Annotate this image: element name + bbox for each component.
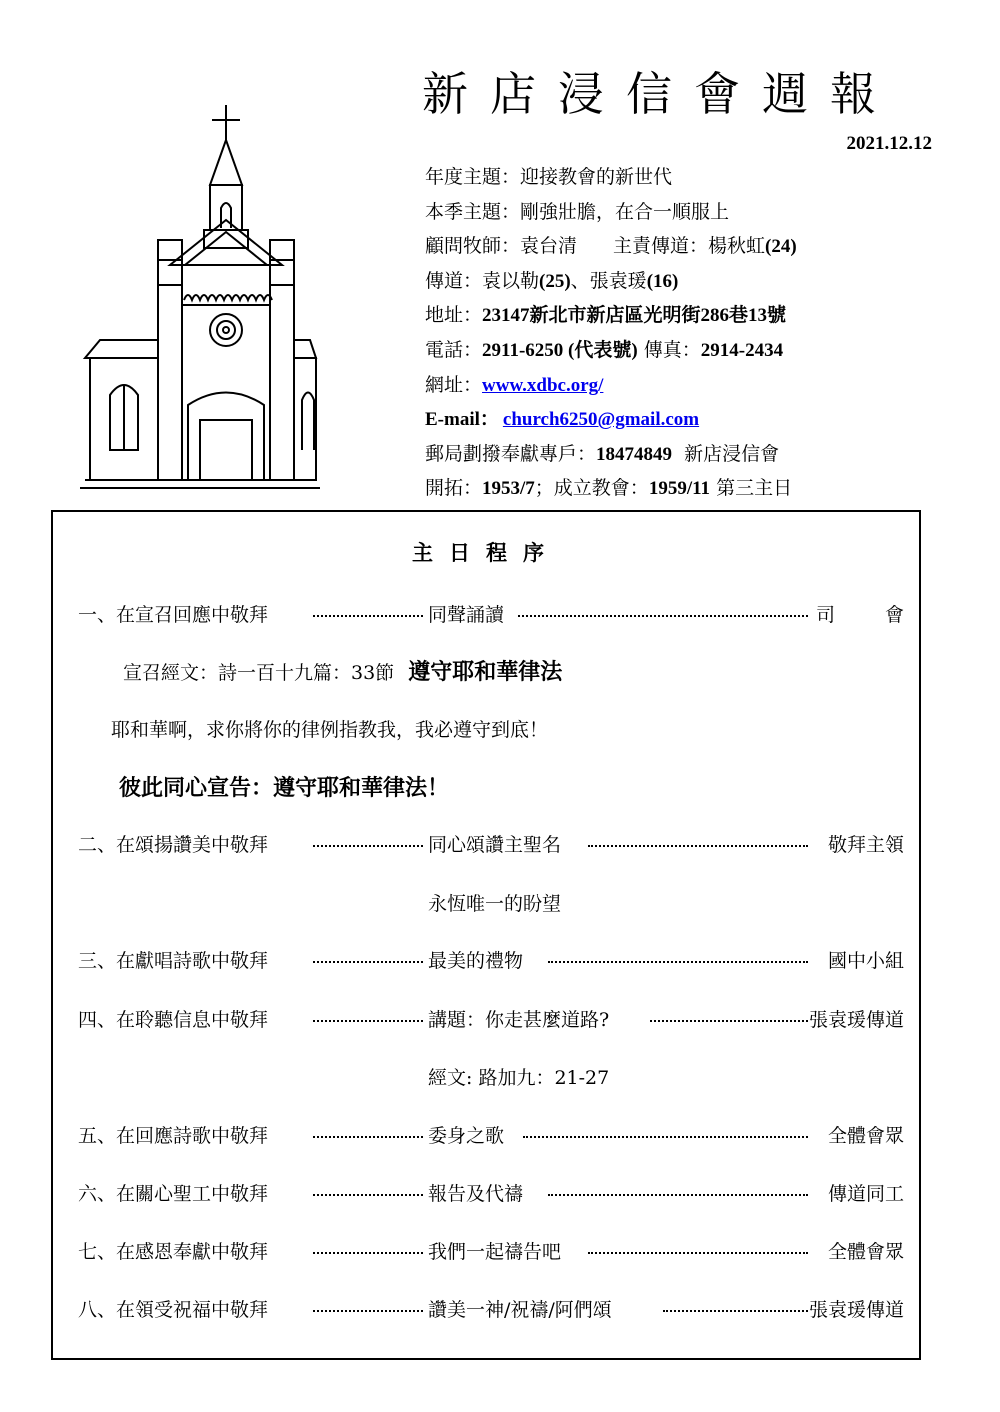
service-content: 委身之歌 [428,1125,505,1147]
service-content: 報告及代禱 [428,1183,524,1205]
postal-line [425,437,985,472]
dot-leader [548,961,808,963]
call-scripture: 宣召經文：詩一百十九篇：33節 [123,662,395,684]
service-part: 三、在獻唱詩歌中敬拜 [78,950,269,972]
lead-label: 主責傳道：楊秋虹 [613,235,766,258]
service-item [78,830,904,860]
service-content: 同心頌讚主聖名 [428,834,562,856]
service-item [78,946,904,976]
service-content: 講題：你走甚麼道路? [428,1009,610,1031]
email-line [425,402,985,437]
dot-leader [650,1020,808,1022]
established-date: 1959/11 [648,478,711,500]
service-content: 我們一起禱告吧 [428,1241,562,1263]
preachers-line [425,264,985,299]
call-theme: 遵守耶和華律法 [408,659,563,685]
service-part: 二、在頌揚讚美中敬拜 [78,834,269,856]
dot-leader [313,1252,423,1254]
preachers-a-num: (25) [539,270,571,292]
season-theme: 本季主題：剛強壯膽，在合一順服上 [425,200,730,223]
founding-line [425,471,985,506]
founding-label: 開拓： [425,477,483,500]
postal-number: 18474849 [596,443,673,465]
service-leader: 全體會眾 [827,1125,904,1147]
dot-leader [588,845,808,847]
declaration: 彼此同心宣告：遵守耶和華律法！ [119,775,450,801]
fax-value: 2914-2434 [700,339,784,361]
service-item [78,1179,904,1209]
service-part: 四、在聆聽信息中敬拜 [78,1009,269,1031]
email-link[interactable]: church6250@gmail.com [502,409,700,431]
dot-leader [663,1310,808,1312]
fax-label: 傳真： [643,338,701,361]
dot-leader [313,1136,423,1138]
service-item [78,600,954,630]
dot-leader [313,961,423,963]
extra-song: 永恆唯一的盼望 [428,893,562,915]
service-leader: 敬拜主領 [827,834,904,856]
service-leader: 司會 [815,604,954,626]
service-part: 五、在回應詩歌中敬拜 [78,1125,269,1147]
address-line [425,298,985,333]
established-label: ；成立教會： [534,477,649,500]
dot-leader [548,1194,808,1196]
service-item [78,1237,904,1267]
phone-value: 2911-6250 (代表號) [482,339,638,361]
service-leader: 張袁瑗傳道 [808,1299,904,1321]
service-content: 讚美一神/祝禱/阿們頌 [428,1299,612,1321]
service-item [78,1121,904,1151]
service-content: 同聲誦讀 [428,604,505,626]
dot-leader [523,1136,808,1138]
service-leader: 張袁瑗傳道 [808,1009,904,1031]
service-leader: 傳道同工 [827,1183,904,1205]
service-part: 七、在感恩奉獻中敬拜 [78,1241,269,1263]
dot-leader [518,615,808,617]
service-leader: 全體會眾 [827,1241,904,1263]
year-theme: 年度主題：迎接教會的新世代 [425,166,673,188]
address-value: 23147新北市新店區光明街286巷13號 [482,305,787,327]
preachers-b: 、張袁瑗 [570,269,647,292]
order-title: 主日程序 [412,540,560,565]
sermon-scripture: 經文: 路加九：21-27 [428,1067,610,1089]
call-verse: 耶和華啊，求你將你的律例指教我，我必遵守到底！ [111,719,549,741]
website-label: 網址： [425,373,483,396]
phone-line [425,333,985,368]
church-info [425,160,985,506]
dot-leader [313,615,423,617]
pastor-line [425,229,985,264]
service-part: 一、在宣召回應中敬拜 [78,604,269,626]
dot-leader [313,1310,423,1312]
dot-leader [313,1194,423,1196]
service-content: 最美的禮物 [428,950,524,972]
pastor-label: 顧問牧師：袁台清 [425,235,578,258]
website-link[interactable]: www.xdbc.org/ [482,374,604,396]
service-part: 六、在關心聖工中敬拜 [78,1183,269,1205]
service-part: 八、在領受祝福中敬拜 [78,1299,269,1321]
preachers-b-num: (16) [646,270,679,292]
dot-leader [313,1020,423,1022]
phone-label: 電話： [425,338,483,361]
address-label: 地址： [425,304,483,327]
preachers-a: 傳道：袁以勒 [425,269,540,292]
website-line [425,368,985,403]
service-item [78,1005,904,1035]
church-illustration [80,100,320,495]
founding-year: 1953/7 [482,478,535,500]
order-of-service [51,510,954,1360]
founding-sunday: 第三主日 [716,477,793,500]
bulletin-date: 2021.12.12 [846,133,932,154]
dot-leader [588,1252,808,1254]
dot-leader [313,845,423,847]
lead-number: (24) [765,236,797,258]
service-leader: 國中小組 [827,950,904,972]
call-to-worship [123,655,562,686]
postal-name: 新店浸信會 [684,442,780,465]
email-label: E-mail： [425,409,499,431]
postal-label: 郵局劃撥奉獻專戶： [425,442,597,465]
bulletin-title: 新店浸信會週報 [422,67,898,121]
service-item [78,1295,904,1325]
